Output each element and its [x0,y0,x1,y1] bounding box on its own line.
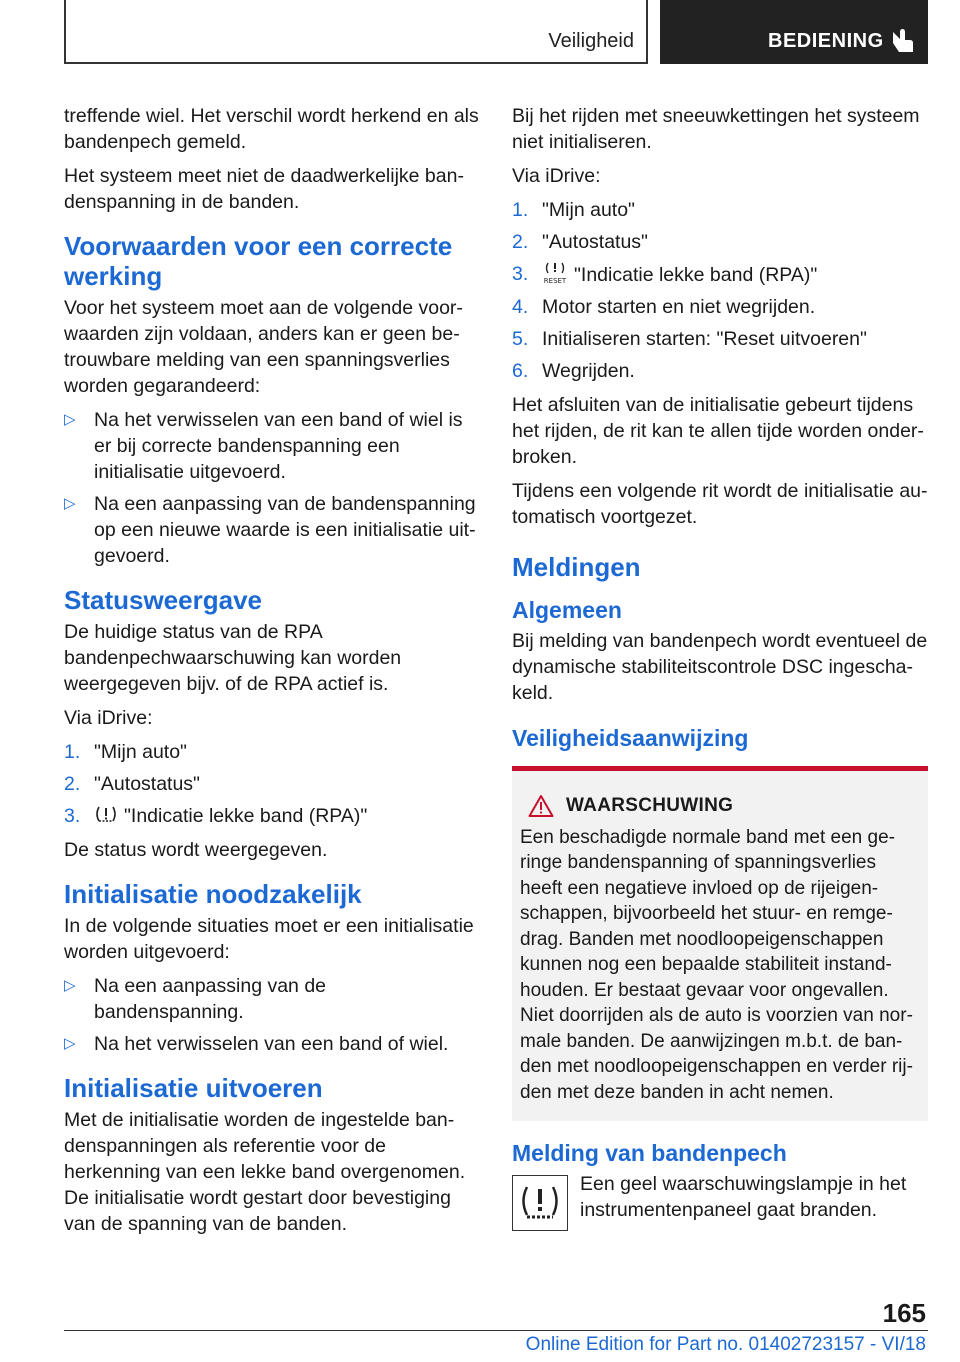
page-number: 165 [882,1298,926,1328]
paragraph: Een geel waarschuwingslampje in het instrumentenpaneel gaat branden. [580,1173,907,1221]
paragraph: Het afsluiten van de initialisatie gebeurt tijdens het rijden, de rit kan te allen tijde worden onderbroken. [512,394,924,468]
svg-text:RESET: RESET [543,277,567,285]
triangle-bullet-icon: ▷ [64,1035,76,1052]
paragraph: De status wordt weergegeven. [64,839,328,861]
paragraph: Met de initialisatie worden de ingestelde bandenspanningen als referentie voor de herkenning van een lekke band overgenomen. De initialisatie wordt gestart door bevestiging van de spanning van de banden. [64,1109,466,1235]
tire-reset-icon [542,261,568,285]
triangle-bullet-icon: ▷ [64,977,76,994]
paragraph: Tijdens een volgende rit wordt de initialisatie automatisch voortgezet. [512,480,928,528]
heading-meldingen: Meldingen [512,552,641,582]
bullet-list [64,973,480,1057]
list-item: 1. "Mijn auto" [512,199,635,221]
header-section: Veiligheid [548,30,634,52]
list-item: 6. Wegrijden. [512,360,635,382]
footer-edition: Online Edition for Part no. 01402723157 - VI/18 [525,1334,926,1355]
paragraph: Via iDrive: [512,165,601,187]
bullet-list [64,407,480,569]
heading-algemeen: Algemeen [512,597,622,623]
warning-box [512,766,928,1121]
list-item: 4. Motor starten en niet wegrijden. [512,296,816,318]
header-chapter-box [660,0,928,64]
tire-warning-icon [94,804,118,826]
list-item: ▷ Na het verwisselen van een band of wiel is er bij correcte bandenspanning een initialisatie uitgevoerd. [64,409,463,483]
paragraph: Via iDrive: [64,707,153,729]
paragraph: Het systeem meet niet de daadwerkelijke bandenspanning in de banden. [64,165,464,213]
heading-statusweergave: Statusweergave [64,585,262,615]
list-item: ▷ Na het verwisselen van een band of wiel. [64,1033,449,1055]
list-item: ▷ Na een aanpassing van de bandenspanning. [64,975,327,1023]
pointing-hand-icon [890,26,916,54]
list-item: 2. "Autostatus" [64,773,200,795]
header-chapter: BEDIENING [768,30,884,52]
warning-title: WAARSCHUWING [566,795,734,816]
header-section-box [64,0,648,64]
warning-header [520,793,920,819]
footer-divider [64,1330,928,1331]
heading-veiligheidsaanwijzing: Veiligheidsaanwijzing [512,725,749,751]
tire-pressure-lamp-icon [512,1175,568,1231]
paragraph: treffende wiel. Het verschil wordt herkend en als bandenpech gemeld. [64,105,479,153]
indicator-message [512,1171,928,1231]
heading-noodzakelijk: Initialisatie noodzakelijk [64,879,362,909]
left-column [64,103,480,1245]
warning-text: Een beschadigde normale band met een geringe bandenspanning of spanningsverlies heeft een negatieve invloed op de rijeigenschappen, bijvoorbeeld het stuur- en remgedrag. Banden met noodloopeigenschappen kunnen nog een bepaalde stabiliteit instandhouden. Er bestaat gevaar voor ongevallen. Niet doorrijden als de auto is voorzien van normale banden. De aanwijzingen m.b.t. de banden met noodloopeigenschappen en verder rijden met deze banden in acht nemen. [520,826,913,1103]
list-item: 3. RESET "Indicatie lekke band (RPA)" [512,263,818,286]
paragraph: De huidige status van de RPA bandenpechwaarschuwing kan worden weergegeven bijv. of de RPA actief is. [64,621,402,695]
warning-triangle-icon [528,794,554,818]
page-header [64,0,928,66]
list-item: 1. "Mijn auto" [64,741,187,763]
list-item: 3. "Indicatie lekke band (RPA)" [64,805,368,827]
heading-uitvoeren: Initialisatie uitvoeren [64,1073,323,1103]
step-list [64,739,480,829]
list-item: ▷ Na een aanpassing van de bandenspanning op een nieuwe waarde is een initialisatie uitgevoerd. [64,493,476,567]
paragraph: Voor het systeem moet aan de volgende voorwaarden zijn voldaan, anders kan er geen betrouwbare melding van een spanningsverlies worden gegarandeerd: [64,297,463,397]
paragraph: Bij het rijden met sneeuwkettingen het systeem niet initialiseren. [512,105,920,153]
triangle-bullet-icon: ▷ [64,495,76,512]
list-item: 2. "Autostatus" [512,231,648,253]
heading-voorwaarden: Voorwaarden voor een correcte werking [64,231,453,291]
triangle-bullet-icon: ▷ [64,411,76,428]
paragraph: Bij melding van bandenpech wordt eventueel de dynamische stabiliteitscontrole DSC ingeschakeld. [512,630,928,704]
paragraph: In de volgende situaties moet er een initialisatie worden uitgevoerd: [64,915,474,963]
right-column [512,103,928,1231]
list-item: 5. Initialiseren starten: "Reset uitvoeren" [512,328,867,350]
step-list [512,197,928,384]
heading-melding-bandenpech: Melding van bandenpech [512,1140,787,1166]
